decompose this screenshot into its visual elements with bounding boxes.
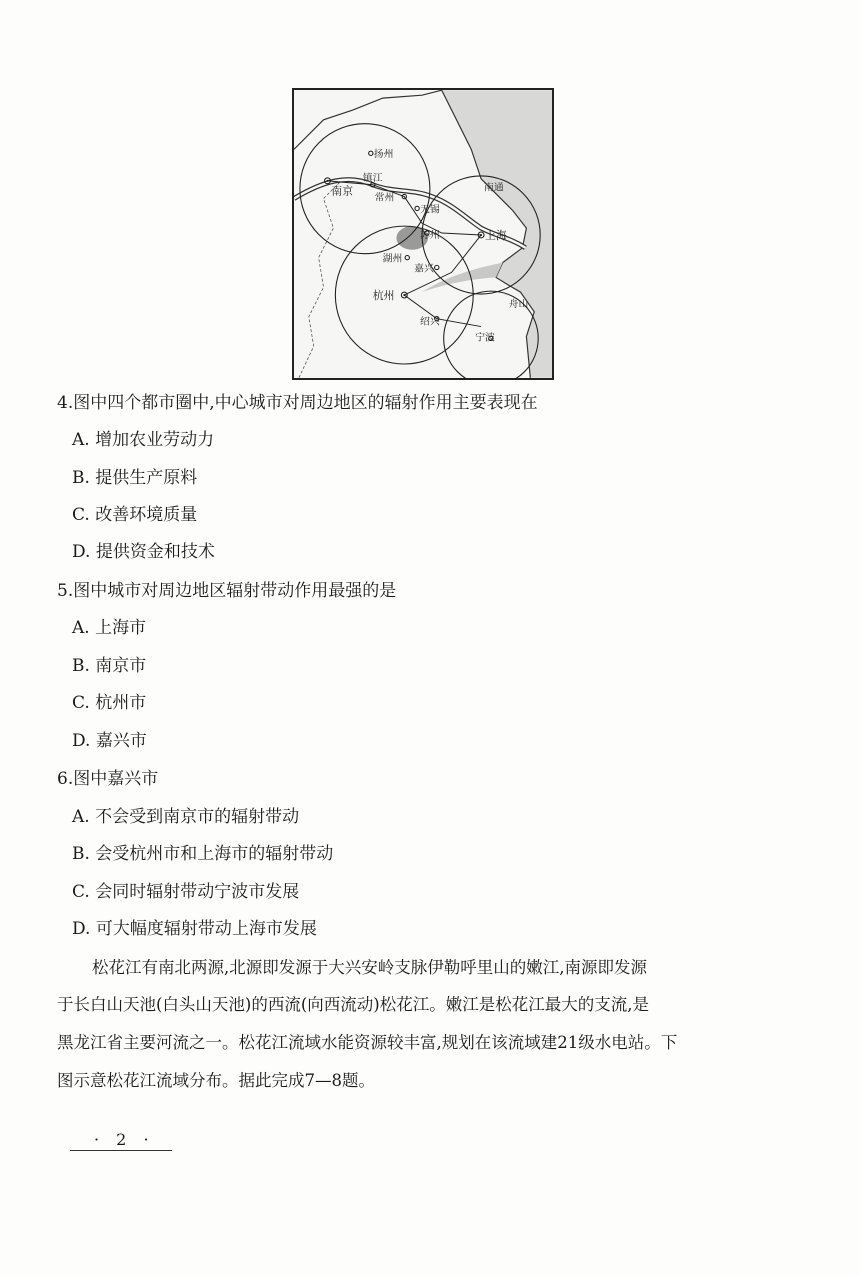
city-label-shanghai: 上海 xyxy=(485,228,507,242)
hangzhou-bay xyxy=(422,263,503,293)
city-label-changzhou: 常州 xyxy=(374,192,395,204)
city-label-nanjing: 南京 xyxy=(331,184,354,198)
city-label-ningbo: 宁波 xyxy=(475,332,495,344)
city-marker xyxy=(480,234,482,236)
page-number: · 2 · xyxy=(94,1130,155,1149)
city-label-zhoushan: 舟山 xyxy=(508,298,529,310)
city-label-hangzhou: 杭州 xyxy=(372,288,395,302)
city-marker xyxy=(369,151,373,155)
question-5-stem: 5.图中城市对周边地区辐射带动作用最强的是 xyxy=(57,581,397,601)
passage-line-4: 图示意松花江流域分布。据此完成7—8题。 xyxy=(57,1071,375,1090)
city-label-suzhou: 苏州 xyxy=(420,229,440,241)
question-6-stem: 6.图中嘉兴市 xyxy=(57,769,159,789)
city-marker xyxy=(415,206,419,210)
question-6-option-b: B. 会受杭州市和上海市的辐射带动 xyxy=(72,844,334,864)
question-4-option-b: B. 提供生产原料 xyxy=(72,468,198,488)
question-4-option-d: D. 提供资金和技术 xyxy=(72,542,215,562)
passage-line-1: 松花江有南北两源,北源即发源于大兴安岭支脉伊勒呼里山的嫩江,南源即发源 xyxy=(92,958,647,977)
question-6-option-d: D. 可大幅度辐射带动上海市发展 xyxy=(72,919,317,939)
province-boundary xyxy=(299,179,343,378)
question-5-option-b: B. 南京市 xyxy=(72,656,147,676)
question-5-option-c: C. 杭州市 xyxy=(72,693,147,713)
city-label-yangzhou: 扬州 xyxy=(373,149,394,161)
question-4-option-c: C. 改善环境质量 xyxy=(72,505,198,525)
city-label-shaoxing: 绍兴 xyxy=(420,316,440,328)
question-5-option-a: A. 上海市 xyxy=(72,618,147,638)
city-label-jiaxing: 嘉兴 xyxy=(414,263,434,275)
city-marker xyxy=(326,180,328,182)
city-marker xyxy=(405,255,409,259)
question-4-option-a: A. 增加农业劳动力 xyxy=(72,430,215,450)
passage-line-2: 于长白山天池(白头山天池)的西流(向西流动)松花江。嫩江是松花江最大的支流,是 xyxy=(57,995,649,1014)
passage-line-3: 黑龙江省主要河流之一。松花江流域水能资源较丰富,规划在该流域建21级水电站。下 xyxy=(57,1033,678,1052)
metro-circles-map xyxy=(292,88,554,380)
map-svg xyxy=(294,90,552,378)
city-marker xyxy=(403,294,405,296)
city-label-huzhou: 湖州 xyxy=(382,253,403,265)
question-5-option-d: D. 嘉兴市 xyxy=(72,731,147,751)
question-4-stem: 4.图中四个都市圈中,中心城市对周边地区的辐射作用主要表现在 xyxy=(57,393,538,413)
question-6-option-a: A. 不会受到南京市的辐射带动 xyxy=(72,807,300,827)
city-marker xyxy=(435,265,439,269)
question-6-option-c: C. 会同时辐射带动宁波市发展 xyxy=(72,882,300,902)
city-label-zhenjiang: 镇江 xyxy=(362,172,383,184)
footer-rule xyxy=(70,1150,172,1151)
city-label-nantong: 南通 xyxy=(484,182,504,194)
city-label-wuxi: 无锡 xyxy=(420,204,440,216)
